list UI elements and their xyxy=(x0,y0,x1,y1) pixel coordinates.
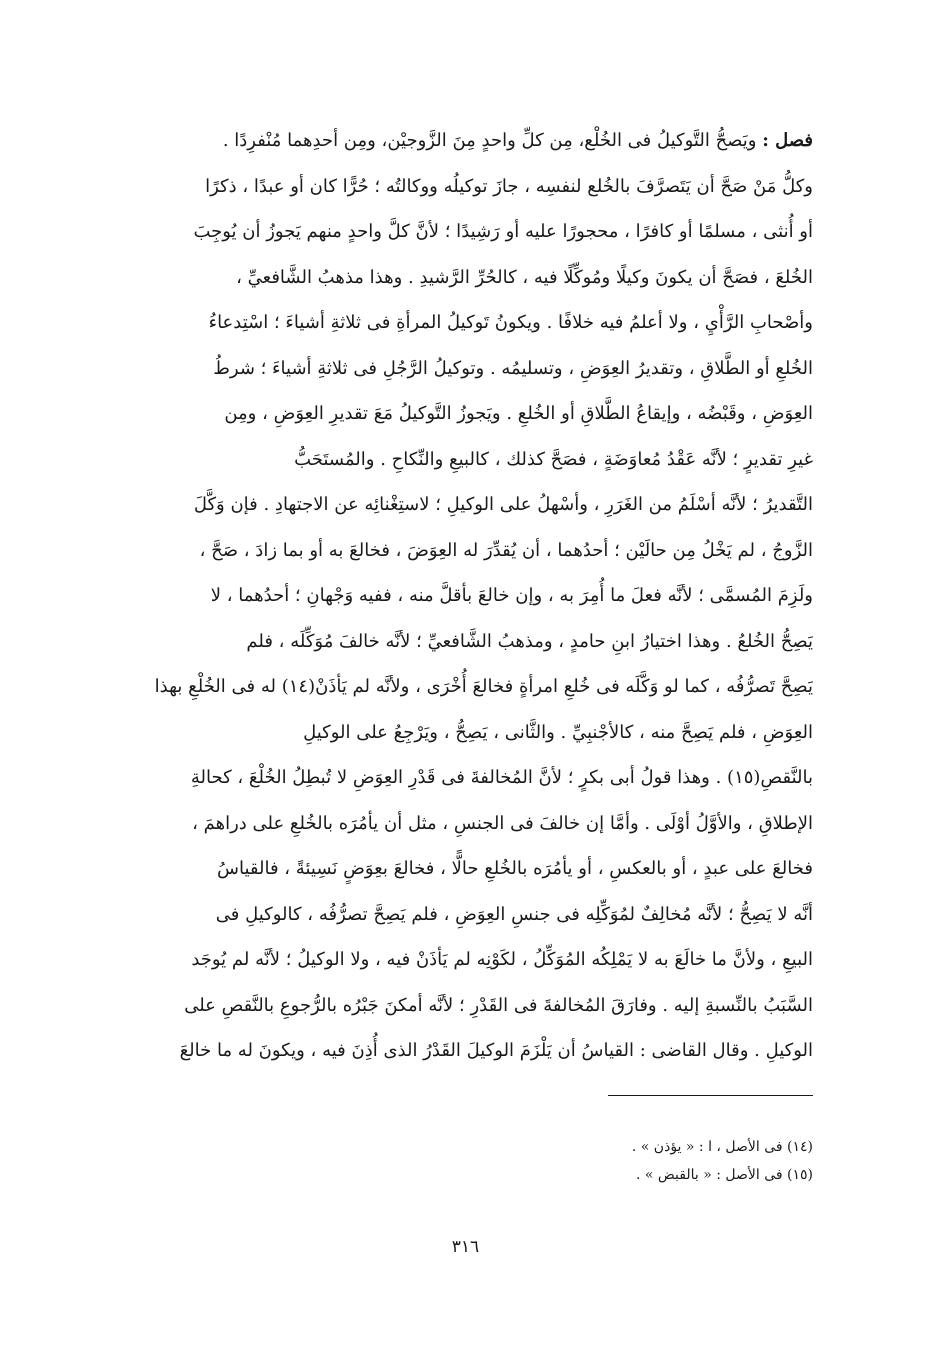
text-line-1 xyxy=(113,118,813,164)
text-line: العِوَضِ ، وقَبْضُه ، وإيقاعُ الطَّلاقِ أو الخُلعِ . ويَجوزُ التَّوكيلُ مَعَ تقديرِ العِوَضِ ، ومِن xyxy=(224,403,813,424)
text-line: أو أُنثى ، مسلمًا أو كافرًا ، محجورًا عليه أو رَشِيدًا ؛ لأنَّ كلَّ واحدٍ منهم يَجوزُ أن يُوجِبَ xyxy=(193,221,813,242)
text-line: يَصِحُّ الخُلعُ . وهذا اختيارُ ابنِ حامدٍ ، ومذهبُ الشَّافعيِّ ؛ لأنَّه خالفَ مُوَكِّلَه ، فلم xyxy=(246,630,813,652)
text-line: بالنَّقصِ(١٥) . وهذا قولُ أبى بكرٍ ؛ لأنَّ المُخالفةَ فى قَدْرِ العِوَضِ لا تُبطِلُ الخُلْعَ ، كحالةِ xyxy=(190,767,813,788)
text-line: التَّقديرُ ؛ لأنَّه أسْلَمُ من الغَرَرِ ، وأسْهلُ على الوكيلِ ؛ لاستِغْنائِه عن الاجتهادِ . فإن وَكَّلَ xyxy=(193,494,813,515)
footnotes-block xyxy=(313,1133,813,1189)
text-line: أنَّه لا يَصِحُّ ؛ لأنَّه مُخالِفٌ لمُوَكِّلِه فى جنسِ العِوَضِ ، فلم يَصِحَّ تصرُّفُه ، كالوكيلِ فى xyxy=(215,903,813,925)
main-text-block xyxy=(113,118,813,1074)
text-line: وأصْحابِ الرَّأْيِ ، ولا أعلمُ فيه خلافًا . ويكونُ تَوكيلُ المرأةِ فى ثلاثةِ أشياءَ ؛ اسْتِدعاءُ xyxy=(208,312,813,333)
footnote-14: (١٤) فى الأصل ، ا : « يؤذن » . xyxy=(631,1139,813,1155)
text-line: وكلُّ مَنْ صَحَّ أن يَتَصرَّفَ بالخُلع لنفسِه ، جازَ توكيلُه ووكالتُه ؛ حُرًّا كان أو عبدًا ، ذكرًا xyxy=(205,175,813,197)
text-line: البيعِ ، ولأنَّ ما خالَعَ به لا يَمْلِكُه المُوَكِّلُ ، لكَوْنِه لم يَأذَنْ فيه ، ولا الوكيلُ ؛ لأنَّه لم يُوجَد xyxy=(191,949,813,970)
text-line: الوكيلِ . وقال القاضى : القياسُ أن يَلْزَمَ الوكيلَ القَدْرُ الذى أُذِنَ فيه ، ويكونَ له ما خالعَ xyxy=(179,1040,813,1061)
text-line-1-content: ويَصحُّ التَّوكيلُ فى الخُلْع، مِن كلِّ واحدٍ مِنَ الزَّوجيْن، ومِن أحدِهما مُنْفرِدًا . xyxy=(222,130,757,151)
text-line: غيرِ تقديرٍ ؛ لأنَّه عَقْدُ مُعاوَضَةٍ ، فصَحَّ كذلك ، كالبيعِ والنِّكاحِ . والمُستَحَبُّ xyxy=(294,448,813,470)
page-number: ٣١٦ xyxy=(451,1237,480,1257)
text-line: الزَّوجُ ، لم يَخْلُ مِن حالَيْن ؛ أحدُهما ، أن يُقدِّرَ له العِوَضَ ، فخالعَ به أو بما زادَ ، صَحَّ ، xyxy=(199,539,813,561)
text-line: الخُلعِ أو الطَّلاقِ ، وتقديرُ العِوَضِ ، وتسليمُه . وتوكيلُ الرَّجُلِ فى ثلاثةِ أشياءَ ؛ شرطُ xyxy=(213,357,813,379)
section-heading: فصل : xyxy=(762,130,813,151)
text-line: العِوَضِ ، فلم يَصِحَّ منه ، كالأجْنبِيِّ . والثَّانى ، يَصِحُّ ، ويَرْجِعُ على الوكيلِ xyxy=(303,721,813,743)
text-line: فخالعَ على عبدٍ ، أو بالعكسِ ، أو يأمُرَه بالخُلعِ حالًّا ، فخالعَ بعِوَضٍ نَسِيئةً ، فالقياسُ xyxy=(216,858,813,879)
text-line: الإطلاقِ ، والأوَّلُ أوْلَى . وأمَّا إن خالفَ فى الجنسِ ، مثل أن يأمُرَه بالخُلعِ على دراهمَ ، xyxy=(192,812,813,834)
text-line: يَصِحَّ تَصرُّفُه ، كما لو وَكَّلَه فى خُلعِ امرأةٍ فخالعَ أُخْرَى ، ولأنَّه لم يَأذَنْ(١٤) له فى الخُلْعِ بهذا xyxy=(154,676,813,697)
text-line: ولَزِمَ المُسمَّى ؛ لأنَّه فعلَ ما أُمِرَ به ، وإن خالعَ بأقلَّ منه ، ففيه وَجْهانِ ؛ أحدُهما ، لا xyxy=(210,585,813,606)
text-line: الخُلعَ ، فصَحَّ أن يكونَ وكيلًا ومُوكِّلًا فيه ، كالحُرِّ الرَّشيدِ . وهذا مذهبُ الشَّافعيِّ ، xyxy=(236,266,813,288)
text-line: السَّبَبُ بالنِّسبةِ إليه . وفارَقَ المُخالفةَ فى القَدْرِ ؛ لأنَّه أمكنَ جَبْرُه بالرُّجوعِ بالنَّقصِ على xyxy=(184,994,813,1016)
footnote-15: (١٥) فى الأصل : « بالقبض » . xyxy=(635,1167,813,1183)
footnote-divider xyxy=(608,1095,813,1096)
